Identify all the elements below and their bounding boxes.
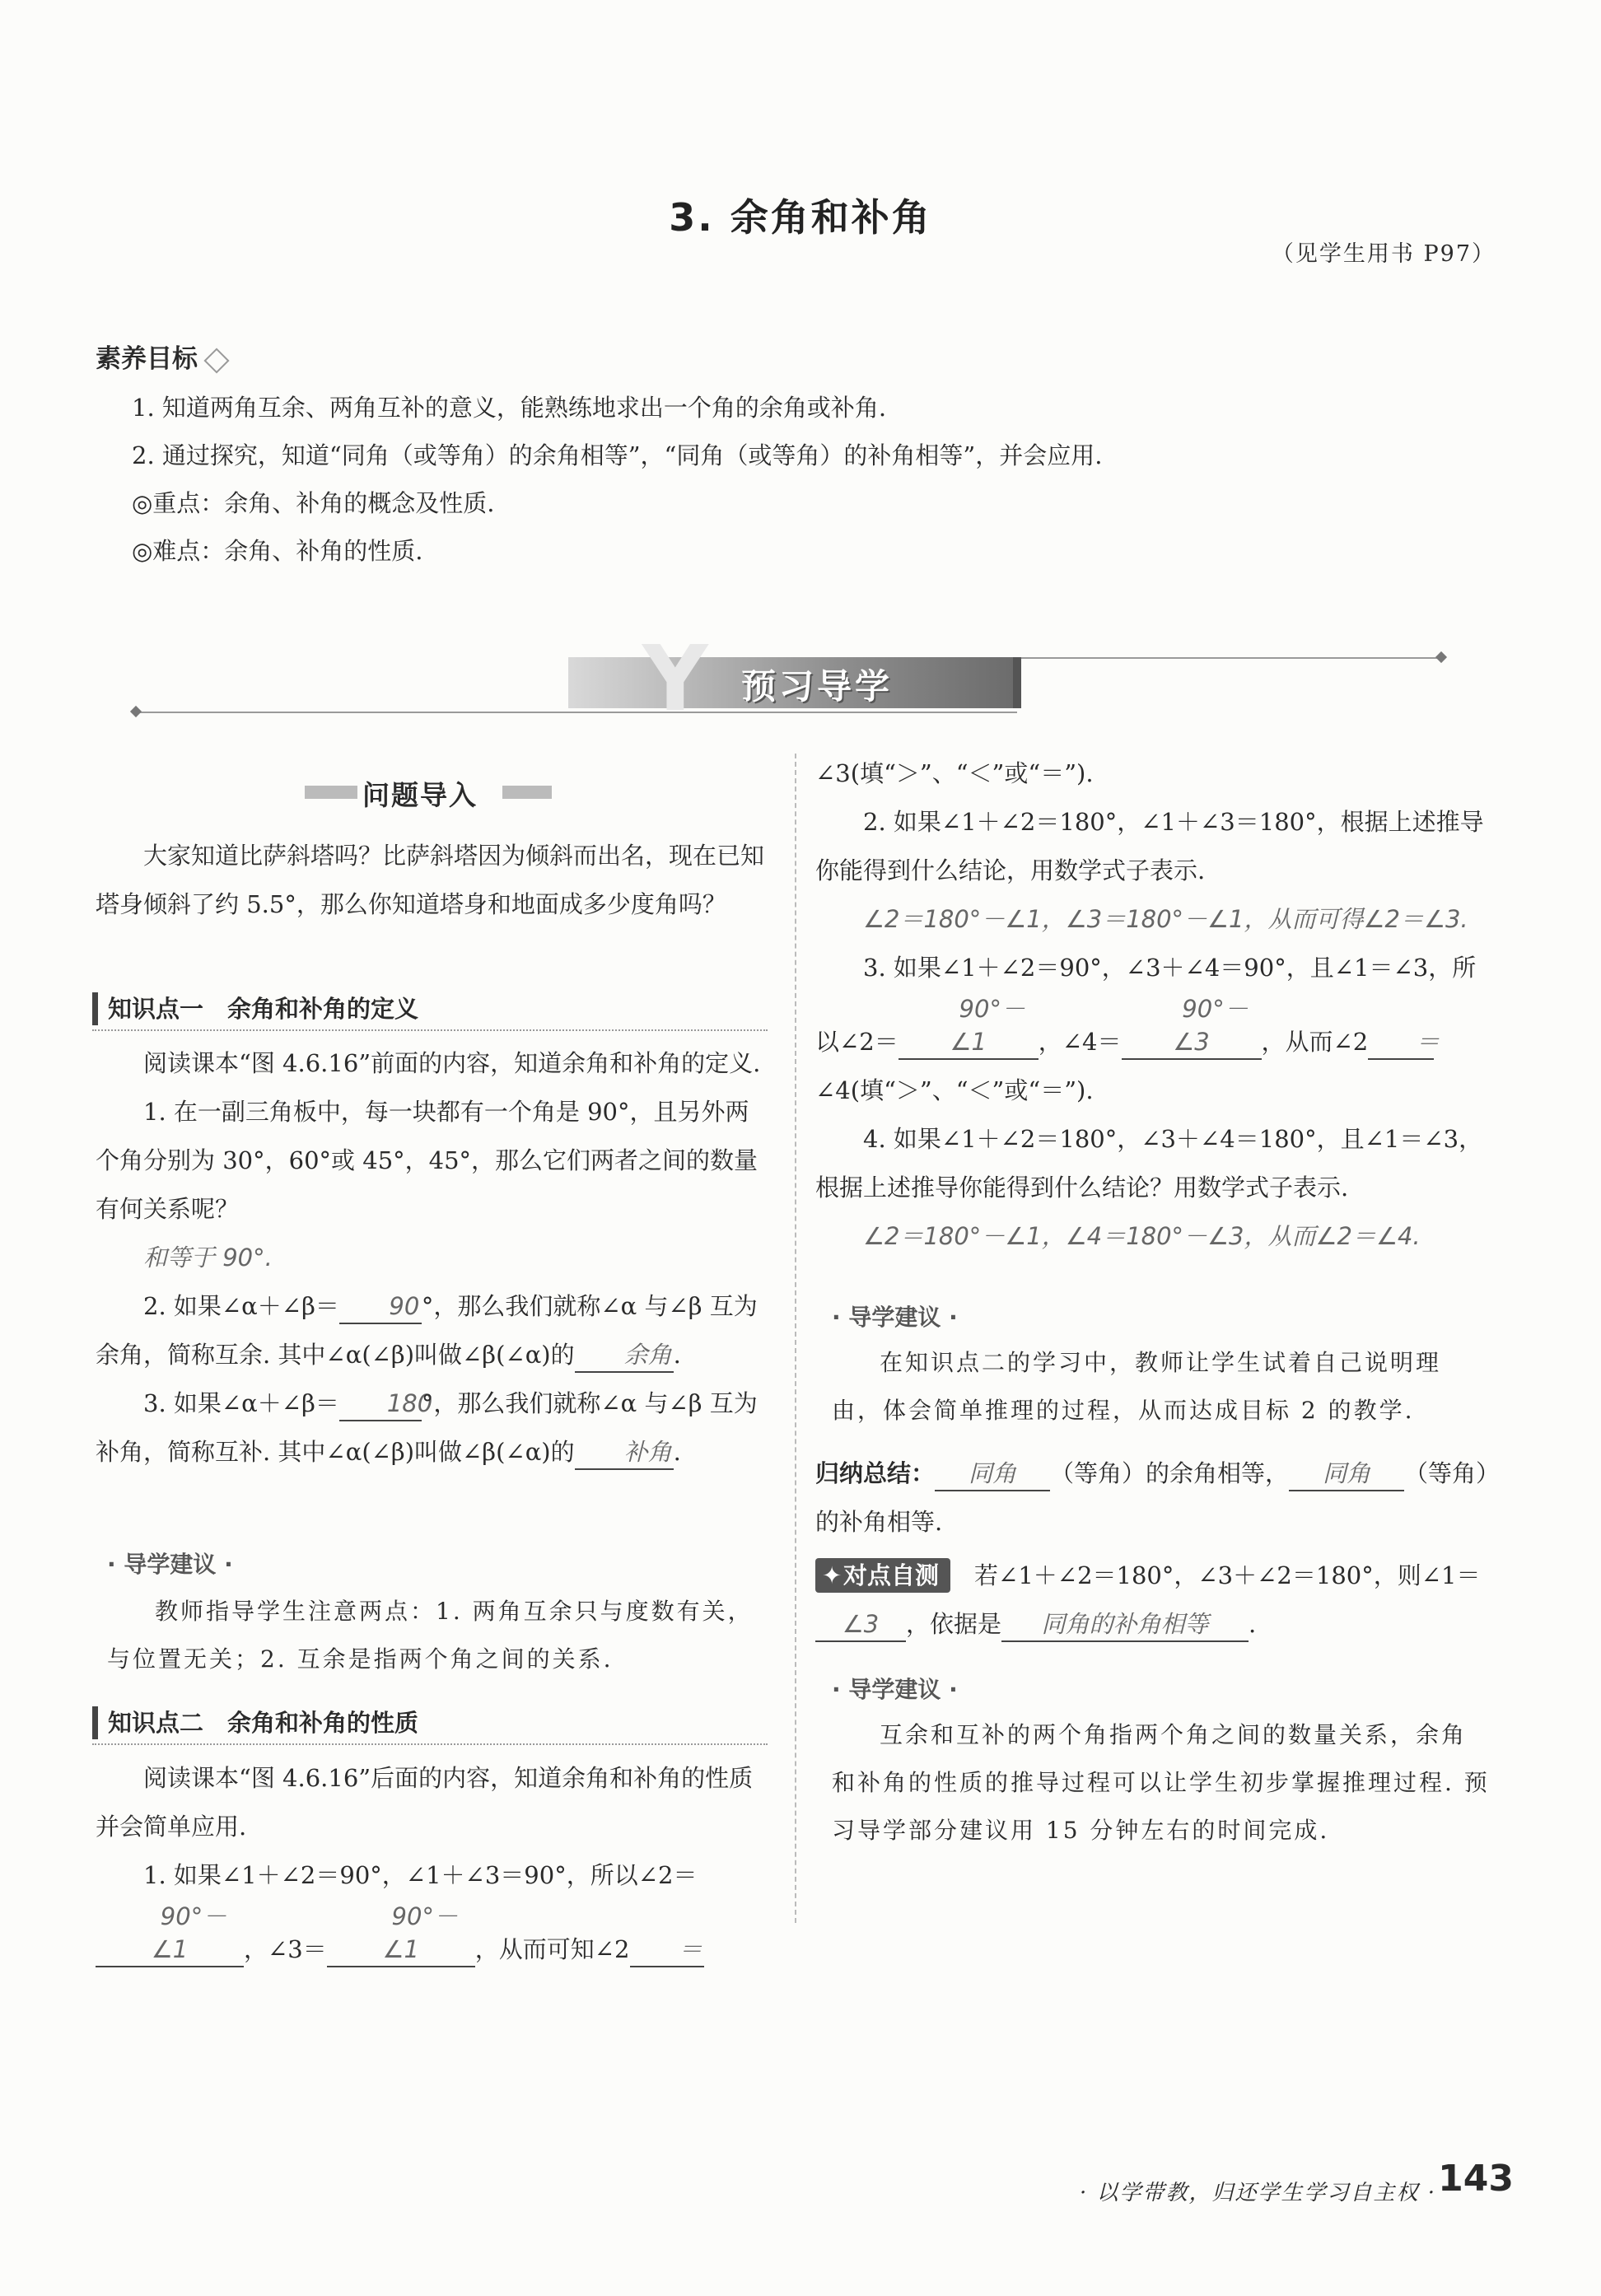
diamond-icon [203,348,229,373]
difficult-point: ◎难点：余角、补角的性质. [132,537,423,565]
kp2-body [96,1754,771,1974]
self-test [815,1552,1499,1649]
p3-blank-2: 90°－∠3 [1122,992,1262,1060]
p3-blank-3: ＝ [1368,1025,1434,1060]
advice-1-text: 教师指导学生注意两点：1. 两角互余只与度数有关，与位置无关；2. 互余是指两个角之间的关系. [107,1598,754,1673]
heading-bar-right [502,786,552,799]
page-title: 3. 余角和补角 [669,195,932,240]
key-point: ◎重点：余角、补角的概念及性质. [132,489,495,517]
summary-label: 归纳总结： [815,1459,936,1487]
q3-text-b: °，那么我们就称∠α 与∠β 互为补角，简称互补. 其中∠α(∠β)叫做∠β(∠α)的 [96,1389,758,1466]
advice-2 [832,1339,1491,1435]
kp1-body [96,1039,771,1477]
question-1: 1. 在一副三角板中，每一块都有一个角是 90°，且另外两个角分别为 30°，60°或 45°，45°，那么它们两者之间的数量有何关系呢？ [96,1098,758,1223]
p3-text-c: ，从而∠2 [1261,1028,1369,1056]
goal-item: 1. 知道两角互余、两角互补的意义，能熟练地求出一个角的余角或补角. [132,394,887,422]
p3-text-d: ∠4(填“＞”、“＜”或“＝”). [815,1076,1094,1104]
kp1-intro: 阅读课本“图 4.6.16”前面的内容，知道余角和补角的定义. [143,1049,761,1077]
banner-letter: Y [642,626,708,731]
p1-end: ∠3(填“＞”、“＜”或“＝”). [815,759,1094,787]
property-1 [96,1851,771,1974]
self-test-badge [815,1558,950,1593]
p3-blank-1: 90°－∠1 [899,992,1039,1060]
self-test-blank-1: ∠3 [815,1608,906,1642]
p1-blank-3: ＝ [630,1933,704,1967]
kp2-title: 知识点二 余角和补角的性质 [92,1706,418,1739]
intro-heading [305,774,552,810]
q2-text-a: 2. 如果∠α＋∠β＝ [143,1292,339,1320]
summary-text-b: （等角）的补角相等. [815,1459,1488,1536]
self-test-text [815,1552,1499,1649]
p1-text-a: 1. 如果∠1＋∠2＝90°，∠1＋∠3＝90°，所以∠2＝ [143,1861,698,1889]
p1-text-c: ，从而可知∠2 [474,1935,630,1963]
band-dot-left [130,706,142,717]
advice-1 [107,1588,766,1683]
p3-text-a: 3. 如果∠1＋∠2＝90°，∠3＋∠4＝90°，且∠1＝∠3，所以∠2＝ [815,954,1477,1056]
advice-2-text: 在知识点二的学习中，教师让学生试着自己说明理由，体会简单推理的过程，从而达成目标 2 的教学. [832,1349,1442,1424]
intro-text: 大家知道比萨斜塔吗？比萨斜塔因为倾斜而出名，现在已知塔身倾斜了约 5.5°，那么你知道塔身和地面成多少度角吗？ [96,842,765,918]
summary-blank-2: 同角 [1289,1457,1404,1491]
advice-label-1: · 导学建议 · [107,1551,233,1578]
summary [815,1449,1499,1547]
goals-label: 素养目标 [96,344,198,374]
q3-blank-1: 180 [339,1387,422,1421]
p1-text-b: ，∠3＝ [244,1935,327,1963]
kp2-underline [92,1743,768,1745]
answer-1: 和等于 90°. [143,1244,273,1272]
self-test-text-a: 若∠1＋∠2＝180°，∠3＋∠2＝180°，则∠1＝ [974,1561,1481,1589]
band-dot-right [1435,651,1447,663]
textbook-reference: （见学生用书 P97） [1271,241,1496,267]
summary-text [815,1449,1499,1547]
q2-blank-2: 余角 [575,1338,674,1373]
intro-paragraph [96,832,771,929]
p3-text-b: ，∠4＝ [1038,1028,1122,1056]
page-number: 143 [1438,2158,1514,2200]
property-3 [815,944,1499,1115]
property-4: 4. 如果∠1＋∠2＝180°，∠3＋∠4＝180°，且∠1＝∠3，根据上述推导你能得到什么结论？用数学式子表示. [815,1125,1483,1202]
kp1-underline [92,1029,768,1031]
question-2: 2. 如果∠α＋∠β＝ 90°，那么我们就称∠α 与∠β 互为余角，简称互余. 其中∠α(∠β)叫做∠β(∠α)的 余角. [96,1282,771,1379]
self-test-blank-2: 同角的补角相等 [1001,1608,1249,1642]
summary-blank-1: 同角 [935,1457,1050,1491]
self-test-text-b: ，依据是 [906,1610,1002,1638]
property-4-answer: ∠2＝180°－∠1，∠4＝180°－∠3，从而∠2＝∠4. [863,1222,1421,1250]
column-divider [795,754,796,1923]
p1-blank-1: 90°－∠1 [96,1900,244,1967]
star-icon: ✦ [822,1561,843,1589]
self-test-label: 对点自测 [843,1561,940,1589]
right-column [815,749,1499,1261]
advice-3 [832,1711,1491,1855]
self-test-text-c: . [1249,1610,1257,1638]
intro-title: 问题导入 [357,774,483,813]
q2-text-b: °，那么我们就称∠α 与∠β 互为余角，简称互余. 其中∠α(∠β)叫做∠β(∠α)的 [96,1292,758,1369]
question-3: 3. 如果∠α＋∠β＝ 180°，那么我们就称∠α 与∠β 互为补角，简称互补. 其中∠α(∠β)叫做∠β(∠α)的 补角. [96,1379,771,1477]
property-2: 2. 如果∠1＋∠2＝180°，∠1＋∠3＝180°，根据上述推导你能得到什么结论，用数学式子表示. [815,808,1484,884]
advice-3-text: 互余和互补的两个角指两个角之间的数量关系，余角和补角的性质的推导过程可以让学生初步掌握推理过程. 预习导学部分建议用 15 分钟左右的时间完成. [832,1721,1490,1844]
kp1-title: 知识点一 余角和补角的定义 [92,992,418,1025]
advice-label-3: · 导学建议 · [832,1676,958,1703]
summary-text-a: （等角）的余角相等， [1050,1459,1290,1487]
kp2-intro: 阅读课本“图 4.6.16”后面的内容，知道余角和补角的性质并会简单应用. [96,1764,754,1841]
advice-label-2: · 导学建议 · [832,1304,958,1331]
goal-item: 2. 通过探究，知道“同角（或等角）的余角相等”，“同角（或等角）的补角相等”，并会应用. [132,441,1103,469]
goals-heading [96,338,226,375]
q2-blank-1: 90 [339,1290,422,1324]
q3-text-a: 3. 如果∠α＋∠β＝ [143,1389,339,1417]
q3-blank-2: 补角 [575,1435,674,1470]
p1-blank-2: 90°－∠1 [327,1900,475,1967]
section-banner-title: 预习导学 [741,666,894,707]
heading-bar-left [305,786,362,799]
footer-motto: · 以学带教，归还学生学习自主权 · [1079,2181,1436,2205]
band-bottom-line [136,712,1017,713]
property-2-answer: ∠2＝180°－∠1，∠3＝180°－∠1，从而可得∠2＝∠3. [863,905,1468,933]
